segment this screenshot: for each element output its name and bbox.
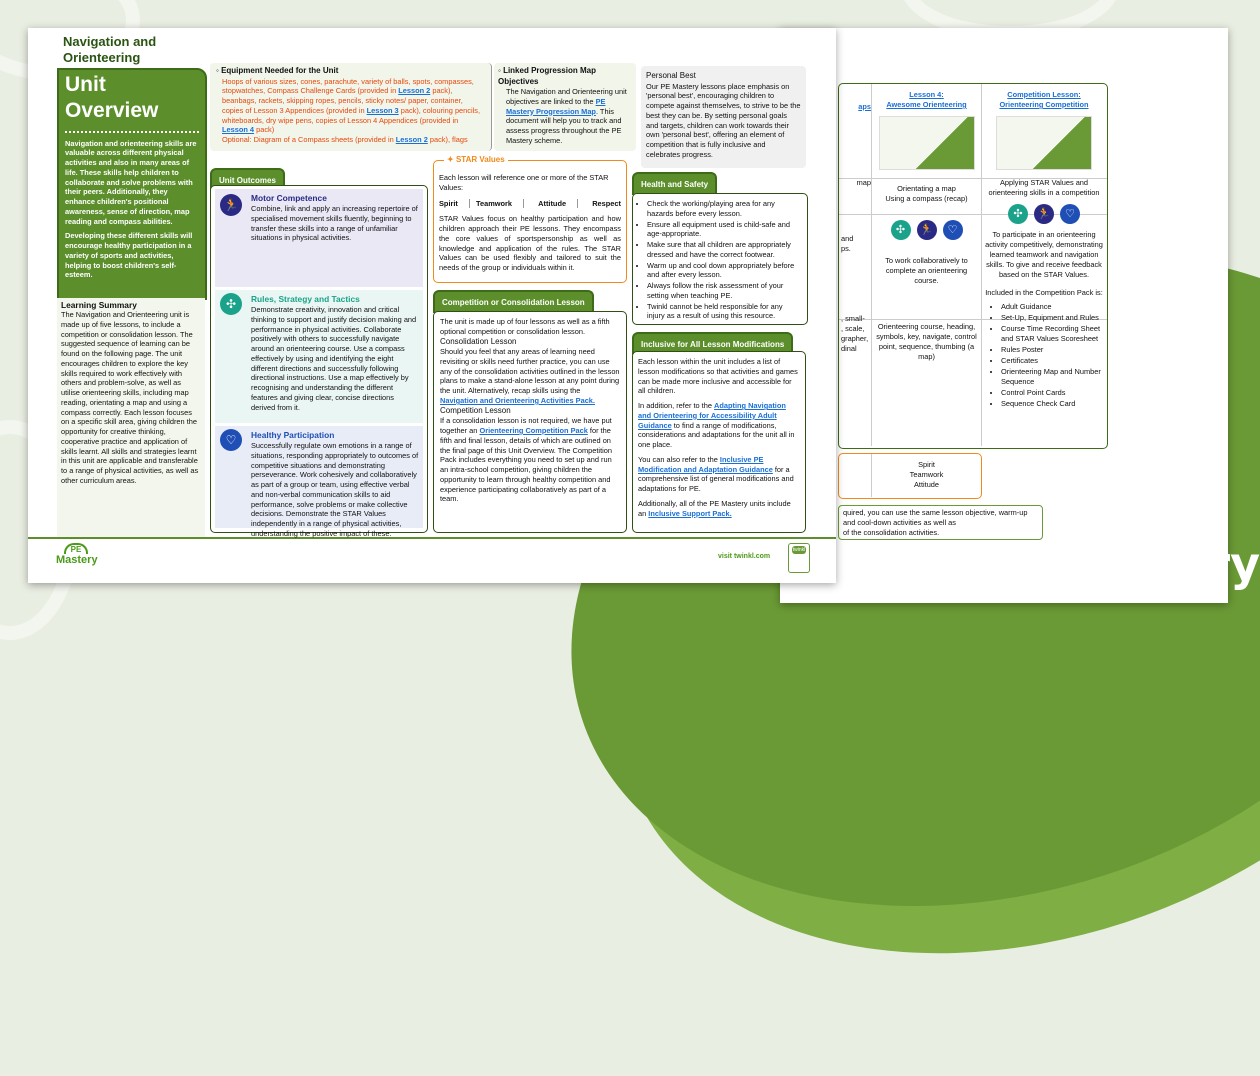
- star-values-title: ✦ STAR Values: [444, 155, 508, 166]
- star-row: [838, 453, 982, 499]
- list-item: • Sequence Check Card: [1001, 399, 1102, 409]
- rules-strategy-icon: ✣: [220, 293, 242, 315]
- title-unit: Unit: [65, 73, 106, 96]
- competition-thumbnail: [996, 116, 1092, 170]
- inclusive-text: to find a range of modifications, considerations and adaptations for the unit all in one place.: [638, 420, 795, 450]
- motor-competence-icon: 🏃: [220, 194, 242, 216]
- lesson4-thumbnail: [879, 116, 975, 170]
- equipment-text: pack), colouring pencils, whiteboards, dry wipe pens, copies of Lesson 4 Appendices (provided in: [222, 105, 481, 125]
- star-value: Teamwork: [469, 199, 512, 209]
- front-page: [28, 28, 836, 583]
- rules-strategy-icon: ✣: [891, 220, 911, 240]
- outcome-text: Combine, link and apply an increasing repertoire of specialised movement skills fluently, beginning to transfer these skills into a range of unfamiliar situations in physical activities.: [251, 204, 418, 243]
- list-item: • Control Point Cards: [1001, 388, 1102, 398]
- motor-competence-icon: 🏃: [917, 220, 937, 240]
- optional-equipment: Optional: Diagram of a Compass sheets (provided in: [222, 135, 396, 145]
- outcome-rules-strategy: [215, 290, 423, 423]
- competition-heading: Competition Lesson: [440, 405, 511, 415]
- unit-outcomes-tab: Unit Outcomes: [210, 168, 285, 191]
- outcome-motor-competence: [215, 189, 423, 287]
- lesson4-column: [871, 84, 981, 446]
- lesson4-objective: Orientating a map Using a compass (recap): [885, 183, 968, 203]
- list-item: • Always follow the risk assessment of your setting when teaching PE.: [647, 281, 802, 301]
- list-item: • Rules Poster: [1001, 345, 1102, 355]
- star-value: Respect: [577, 199, 621, 209]
- quality-badge: [788, 543, 810, 573]
- rules-strategy-icon: ✣: [1008, 204, 1028, 224]
- healthy-participation-icon: ♡: [220, 429, 242, 451]
- inclusive-text: In addition, refer to the: [638, 401, 715, 411]
- star-icons: [872, 220, 981, 240]
- partial-vocab: , small- , scale, grapher, dinal: [841, 313, 869, 353]
- competition-text: for the fifth and final lesson, details of which are outlined on the final page of this Unit Overview. The Competition Pack includes everything you need to set up and run an intra-school competition, giving children the opportunity to learn through healthy competition and experience participating collaboratively as part of a team.: [440, 425, 612, 504]
- adaptation-guidance-link[interactable]: Inclusive PE Modification and Adaptation Guidance: [638, 454, 773, 474]
- learning-summary-title: Learning Summary: [61, 300, 137, 310]
- unit-overview-panel: [57, 68, 207, 300]
- star-values-title-text: STAR Values: [455, 155, 505, 164]
- competition-lesson-link[interactable]: Competition Lesson: Orienteering Competition: [999, 90, 1089, 109]
- list-item: • Course Time Recording Sheet and STAR Values Scoresheet: [1001, 324, 1102, 344]
- progression-box: ◦ Linked Progression Map Objectives The Navigation and Orienteering unit objectives are linked to the PE Mastery Progression Map. This document will help you to track and assess progress throughout the PE Mastery scheme.: [494, 63, 636, 151]
- progression-map-link[interactable]: PE Mastery Progression Map: [506, 96, 606, 116]
- learning-summary-text: The Navigation and Orienteering unit is made up of five lessons, to include a competition or consolidation lesson. The suggested sequence of learning can be found on the following page. The unit encourages children to explore the key skills required to work effectively with others and problem-solve, as well as utilise orienteering skills, including map reading, orientating a map and using a compass correctly. Each lesson focuses on a specific skill area, giving children the opportunity for creative thinking, cooperative practice and application of skills learnt. All skills and strategies learnt in this unit are applicable and transferable to a range of physical activities, as well as other curriculum areas.: [61, 310, 199, 486]
- pack-list: [992, 302, 1102, 409]
- pe-mastery-logo: [56, 543, 96, 566]
- outcome-text: Successfully regulate own emotions in a range of situations, responding appropriately to outcomes of competitive situations and demonstrating perseverance. Work cohesively and collaboratively as part of a group or team, using effective verbal and non-verbal communication skills to aid performance, solve problems or make collective decisions. Demonstrate the STAR Values independently in a range of physical activities, understanding the positive impact of these.: [251, 441, 419, 538]
- competition-box: [433, 311, 627, 533]
- lesson-table: [838, 83, 1108, 449]
- competition-intro: The unit is made up of four lessons as well as a fifth optional competition or consolidation lesson.: [440, 317, 610, 336]
- lesson4-link[interactable]: Lesson 4: Awesome Orienteering: [886, 90, 967, 109]
- equipment-text: Hoops of various sizes, cones, parachute, variety of balls, spots, compasses, stopwatches, Compass Challenge Cards (provided in: [222, 76, 474, 96]
- personal-best-text: Our PE Mastery lessons place emphasis on 'personal best', encouraging children to compete against themselves, to strive to be the best they can be. By setting personal goals and targets, children can work towards their own 'personal best', offering an element of competition that is fully inclusive and celebrates progress.: [646, 81, 801, 159]
- star-text: STAR Values focus on healthy participation and how children approach their PE lessons. They encompass the core values of sportspersonship as well as knowledge and application of the rules. The STAR Values can be used flexibly and tailored to suit the needs of the group or individuals within it.: [439, 214, 621, 273]
- unit-outcomes-box: [210, 185, 428, 538]
- partial-column: [839, 84, 871, 446]
- partial-header: aps: [858, 102, 871, 111]
- progression-title: Linked Progression Map Objectives: [498, 66, 596, 86]
- optional-equipment: pack), flags: [427, 135, 468, 145]
- lesson-2-link[interactable]: Lesson 2: [395, 135, 428, 145]
- unit-intro-2: Developing these different skills will encourage healthy participation in a variety of sports and activities, helping to boost children's self-esteem.: [65, 231, 193, 280]
- consolidation-note: quired, you can use the same lesson objective, warm-up and cool-down activities as well as of the consolidation activities.: [838, 505, 1043, 540]
- lesson4-star: Spirit Teamwork Attitude: [871, 454, 981, 497]
- pack-title: Included in the Competition Pack is:: [985, 287, 1103, 297]
- lesson-2-link[interactable]: Lesson 2: [398, 86, 431, 96]
- personal-best-box: [641, 66, 806, 168]
- equipment-text: pack), beanbags, rackets, skipping ropes, pencils, sticky notes/ paper, container, copies of Lesson 3 Appendices (provided in: [222, 86, 463, 115]
- pe-mastery-logo-large: [1050, 490, 1260, 591]
- logo-pe: PE: [1107, 490, 1192, 541]
- unit-intro: Navigation and orienteering skills are valuable across different physical activities and also in many areas of life. These skills help children to collaborate and solve problems with their peers. Additionally, they enhance children's positional awareness, sense of direction, map reading and compass abilities.: [65, 138, 197, 226]
- outcome-title: Rules, Strategy and Tactics: [251, 294, 360, 304]
- competition-pack-link[interactable]: Orienteering Competition Pack: [479, 425, 588, 435]
- equipment-box: ◦ Equipment Needed for the Unit Hoops of various sizes, cones, parachute, variety of balls, spots, compasses, stopwatches, Compass Challenge Cards (provided in Lesson 2 pack), beanbags, rackets, skipping ropes, pencils, sticky notes/ paper, container, copies of Lesson 3 Appendices (provided in Lesson 3 pack), colouring pencils, whiteboards, dry wipe pens, copies of Lesson 4 Appendices (provided in Lesson 4 pack) Optional: Diagram of a Compass sheets (provided in Lesson 2 pack), flags: [210, 63, 492, 151]
- inclusive-tab: Inclusive for All Lesson Modifications: [632, 332, 793, 355]
- lesson4-vocab: Orienteering course, heading, symbols, key, navigate, control point, sequence, thumbing (a map): [876, 321, 977, 361]
- equipment-title: Equipment Needed for the Unit: [221, 66, 339, 75]
- accessibility-guidance-link[interactable]: Adapting Navigation and Orienteering for Accessibility Adult Guidance: [638, 401, 786, 430]
- personal-best-title: Personal Best: [646, 71, 696, 80]
- partial-outcome: and ps.: [841, 233, 854, 253]
- list-item: • Check the working/playing area for any hazards before every lesson.: [647, 199, 802, 219]
- list-item: • Make sure that all children are appropriately dressed and have the correct footwear.: [647, 240, 802, 260]
- consolidation-text: Should you feel that any areas of learning need revisiting or skills need further practice, you can use any of the consolidation activities outlined in the lesson plans to make a stand-alone lesson at any point during the unit. Alternatively, recap skills using the: [440, 347, 620, 396]
- list-item: • Ensure all equipment used is child-safe and age-appropriate.: [647, 220, 802, 240]
- healthy-participation-icon: ♡: [943, 220, 963, 240]
- footer-divider: [28, 537, 836, 539]
- competition-outcome: To participate in an orienteering activity competitively, demonstrating learned teamwork and navigation skills. To give and receive feedback based on the STAR Values.: [985, 229, 1103, 279]
- unit-subject: Navigation and Orienteering: [63, 34, 157, 66]
- outcome-title: Healthy Participation: [251, 430, 335, 440]
- star-intro: Each lesson will reference one or more of the STAR Values:: [439, 173, 609, 192]
- outcome-title: Motor Competence: [251, 193, 327, 203]
- progression-text: . This document will help you to track and assess progress throughout the PE Mastery scheme.: [506, 106, 622, 145]
- learning-summary: [57, 298, 205, 538]
- inclusive-box: [632, 351, 806, 533]
- star-value: Attitude: [523, 199, 566, 209]
- logo-pe: PE: [64, 543, 88, 554]
- competition-objective: Applying STAR Values and orienteering skills in a competition: [988, 177, 1100, 197]
- health-safety-box: [632, 193, 808, 325]
- equipment-text: pack): [254, 125, 275, 135]
- competition-tab: Competition or Consolidation Lesson: [433, 290, 594, 313]
- logo-mastery: Mastery: [56, 554, 98, 566]
- twinkl-url[interactable]: visit twinkl.com: [718, 553, 771, 560]
- list-item: • Orienteering Map and Number Sequence: [1001, 367, 1102, 387]
- lesson-3-link[interactable]: Lesson 3: [366, 105, 399, 115]
- inclusive-text: Each lesson within the unit includes a list of lesson modifications so that activities and games can be made more inclusive and accessible for all children.: [638, 357, 798, 396]
- inclusive-text: You can also refer to the: [638, 454, 720, 464]
- consolidation-heading: Consolidation Lesson: [440, 336, 517, 346]
- list-item: • Warm up and cool down appropriately before and after every lesson.: [647, 261, 802, 281]
- star-values-box: [433, 155, 627, 283]
- progression-text: The Navigation and Orienteering unit objectives are linked to the: [506, 87, 627, 106]
- list-item: • Adult Guidance: [1001, 302, 1102, 312]
- inclusive-support-pack-link[interactable]: Inclusive Support Pack.: [648, 508, 732, 518]
- list-item: • Certificates: [1001, 356, 1102, 366]
- partial-objective: map: [856, 177, 871, 187]
- lesson-4-link[interactable]: Lesson 4: [222, 125, 255, 135]
- star-values-list: [439, 199, 621, 209]
- competition-column: [981, 84, 1106, 446]
- star-value: Spirit: [439, 198, 458, 208]
- competition-text: If a consolidation lesson is not required, we have put together an: [440, 416, 612, 435]
- lesson4-outcome: To work collaboratively to complete an orienteering course.: [885, 255, 968, 285]
- health-safety-tab: Health and Safety: [632, 172, 717, 195]
- inclusive-text: for a comprehensive list of general modifications and adaptations for PE.: [638, 464, 794, 494]
- motor-competence-icon: 🏃: [1034, 204, 1054, 224]
- health-list: [638, 199, 802, 321]
- healthy-participation-icon: ♡: [1060, 204, 1080, 224]
- outcome-text: Demonstrate creativity, innovation and critical thinking to support and justify decision making and performance in physical activities. Collaborate positively with others to successfully navigate around an orienteering course. Use a compass effectively by using and identifying the eight different directions and successfully following directional instructions. Use a map effectively by recognising and understanding the different features and giving clear, concise directions derived from it.: [251, 305, 417, 412]
- outcome-healthy-participation: [215, 426, 423, 538]
- inclusive-text: Additionally, all of the PE Mastery units include an: [638, 498, 791, 518]
- logo-mastery: Mastery: [1050, 537, 1260, 591]
- badge-label: twinkl: [792, 547, 806, 553]
- list-item: • Set-Up, Equipment and Rules: [1001, 313, 1102, 323]
- star-icons: [982, 204, 1106, 224]
- list-item: • Twinkl cannot be held responsible for any injury as a result of using this resource.: [647, 302, 802, 322]
- title-overview: Overview: [65, 98, 199, 132]
- activities-pack-link[interactable]: Navigation and Orienteering Activities Pack.: [440, 395, 595, 405]
